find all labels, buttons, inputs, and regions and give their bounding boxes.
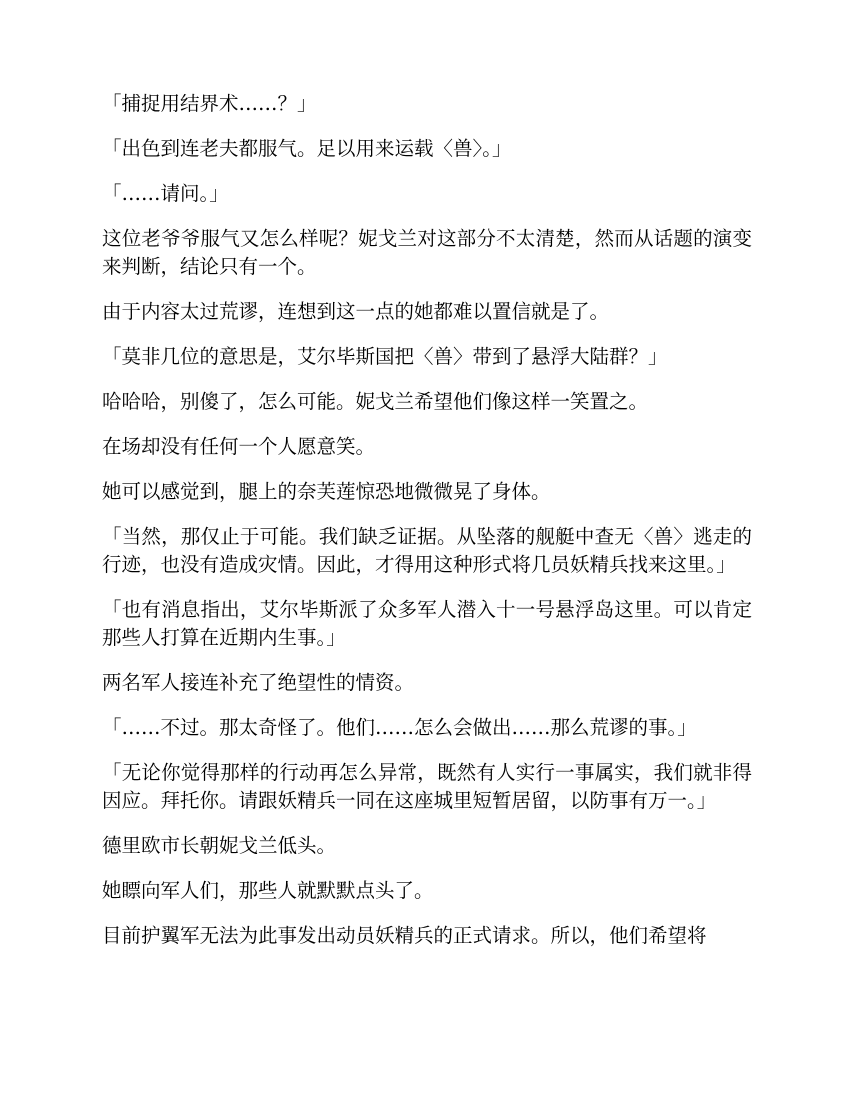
paragraph-4: 这位老爷爷服气又怎么样呢？妮戈兰对这部分不太清楚，然而从话题的演变来判断，结论只有一个。 (102, 227, 752, 278)
paragraph-13: 「……不过。那太奇怪了。他们……怎么会做出……那么荒谬的事。」 (102, 716, 697, 739)
document-page (102, 90, 752, 967)
paragraph-15: 德里欧市长朝妮戈兰低头。 (102, 834, 337, 857)
paragraph-2: 「出色到连老夫都服气。足以用来运载〈兽〉。」 (102, 137, 512, 160)
paragraph-14: 「无论你觉得那样的行动再怎么异常，既然有人实行一事属实，我们就非得因应。拜托你。请跟妖精兵一同在这座城里短暂居留，以防事有万一。」 (102, 761, 752, 812)
paragraph-1: 「捕捉用结界术……？」 (102, 92, 317, 115)
paragraph-10: 「当然，那仅止于可能。我们缺乏证据。从坠落的舰艇中查无〈兽〉逃走的行迹，也没有造成灾情。因此，才得用这种形式将几员妖精兵找来这里。」 (102, 525, 752, 576)
paragraph-9: 她可以感觉到，腿上的奈芙莲惊恐地微微晃了身体。 (102, 480, 551, 503)
paragraph-16: 她瞟向军人们，那些人就默默点头了。 (102, 879, 434, 902)
paragraph-6: 「莫非几位的意思是，艾尔毕斯国把〈兽〉带到了悬浮大陆群？」 (102, 345, 668, 368)
paragraph-7: 哈哈哈，别傻了，怎么可能。妮戈兰希望他们像这样一笑置之。 (102, 390, 649, 413)
paragraph-5: 由于内容太过荒谬，连想到这一点的她都难以置信就是了。 (102, 300, 610, 323)
paragraph-3: 「……请问。」 (102, 182, 229, 205)
paragraph-12: 两名军人接连补充了绝望性的情资。 (102, 671, 415, 694)
paragraph-11: 「也有消息指出，艾尔毕斯派了众多军人潜入十一号悬浮岛这里。可以肯定那些人打算在近期内生事。」 (102, 598, 752, 649)
paragraph-8: 在场却没有任何一个人愿意笑。 (102, 435, 376, 458)
paragraph-17: 目前护翼军无法为此事发出动员妖精兵的正式请求。所以，他们希望将 (102, 924, 707, 947)
